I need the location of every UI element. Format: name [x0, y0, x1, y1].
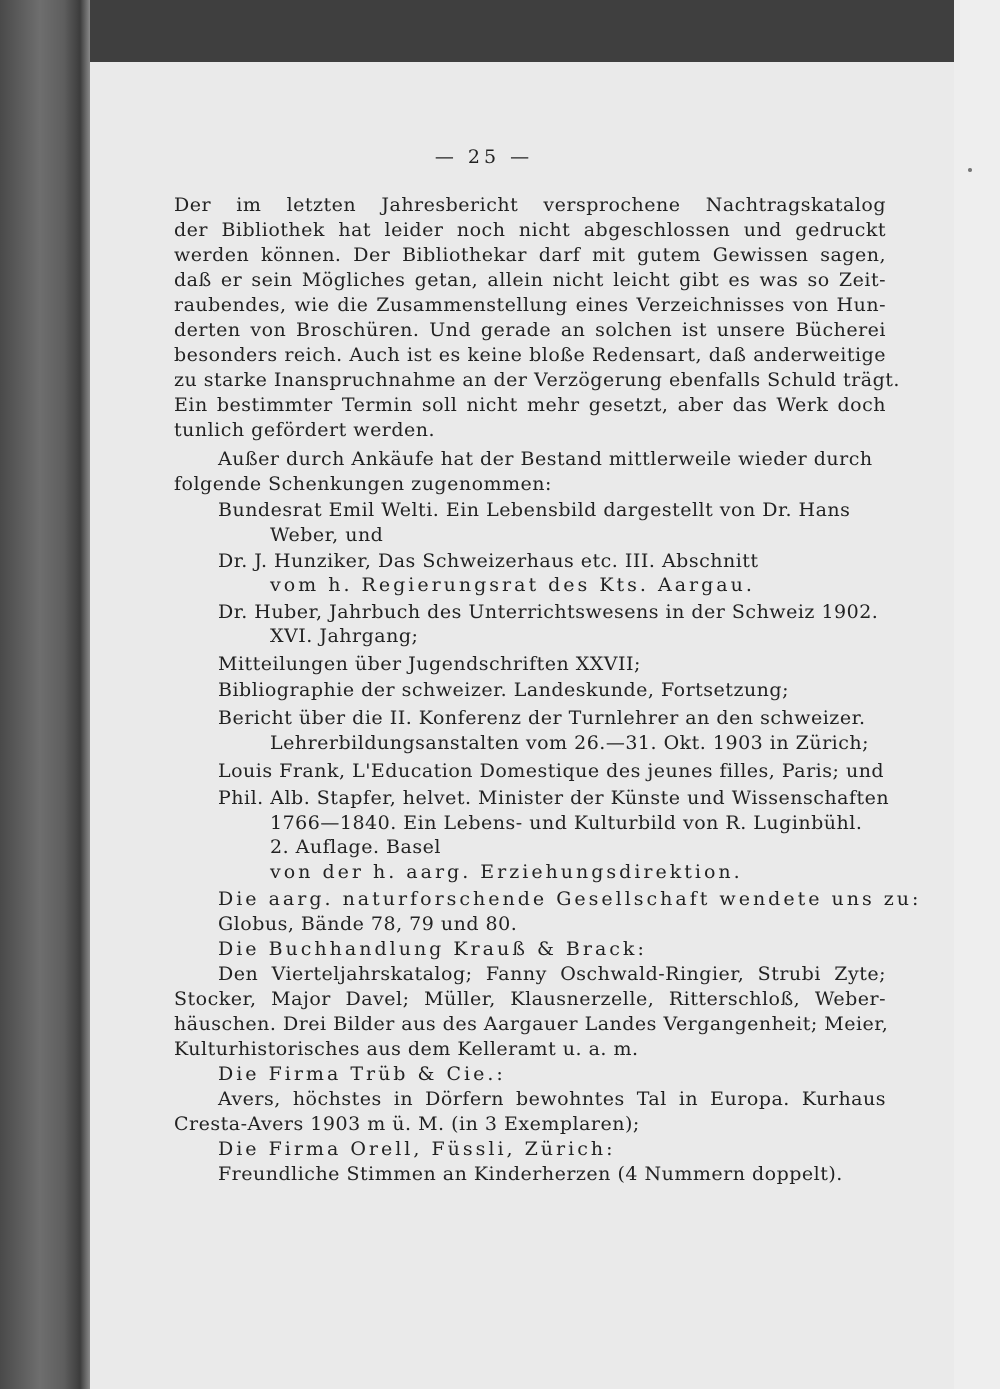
list-entry: Louis Frank, L'Education Domestique des jeunes filles, Paris; und — [218, 760, 885, 782]
text-line: Stocker, Major Davel; Müller, Klausnerzelle, Ritterschloß, Weber- — [174, 988, 886, 1010]
list-entry-continued: vom h. Regierungsrat des Kts. Aargau. — [270, 574, 755, 596]
list-entry-continued: XVI. Jahrgang; — [270, 625, 419, 647]
text-line: Kulturhistorisches aus dem Kelleramt u. a. m. — [174, 1038, 639, 1060]
book-page — [90, 62, 954, 1389]
scan-speck — [968, 168, 972, 172]
text-line: derten von Broschüren. Und gerade an solchen ist unsere Bücherei — [174, 319, 886, 341]
text-line: folgende Schenkungen zugenommen: — [174, 473, 552, 495]
list-entry-continued: von der h. aarg. Erziehungsdirektion. — [270, 861, 743, 883]
text-line: Der im letzten Jahresbericht versprochene Nachtragskatalog — [174, 194, 886, 216]
text-line: Ein bestimmter Termin soll nicht mehr gesetzt, aber das Werk doch — [174, 394, 886, 416]
list-entry: Bericht über die II. Konferenz der Turnlehrer an den schweizer. — [218, 707, 866, 729]
text-line: Außer durch Ankäufe hat der Bestand mittlerweile wieder durch — [218, 448, 873, 470]
list-entry: Bundesrat Emil Welti. Ein Lebensbild dargestellt von Dr. Hans — [218, 499, 851, 521]
list-entry-continued: Lehrerbildungsanstalten vom 26.—31. Okt. 1903 in Zürich; — [270, 732, 870, 754]
text-line: daß er sein Mögliches getan, allein nicht leicht gibt es was so Zeit- — [174, 269, 886, 291]
list-entry-continued: 1766—1840. Ein Lebens- und Kulturbild von R. Luginbühl. — [270, 812, 863, 834]
donor-heading: Die Firma Trüb & Cie.: — [218, 1063, 506, 1085]
text-line: besonders reich. Auch ist es keine bloße Redensart, daß anderweitige — [174, 344, 886, 366]
text-line: der Bibliothek hat leider noch nicht abgeschlossen und gedruckt — [174, 219, 886, 241]
donor-heading: Die Buchhandlung Krauß & Brack: — [218, 938, 647, 960]
list-entry-continued: Weber, und — [270, 524, 384, 546]
list-entry-continued: 2. Auflage. Basel — [270, 836, 441, 858]
list-entry: Dr. Huber, Jahrbuch des Unterrichtswesens in der Schweiz 1902. — [218, 601, 879, 623]
text-line: Cresta-Avers 1903 m ü. M. (in 3 Exemplaren); — [174, 1113, 640, 1135]
list-entry: Mitteilungen über Jugendschriften XXVII; — [218, 653, 641, 675]
scan-margin — [954, 0, 1000, 1389]
text-line: Freundliche Stimmen an Kinderherzen (4 Nummern doppelt). — [218, 1163, 843, 1185]
donor-heading: Die Firma Orell, Füssli, Zürich: — [218, 1138, 616, 1160]
list-entry: Globus, Bände 78, 79 und 80. — [218, 913, 518, 935]
text-line: Avers, höchstes in Dörfern bewohntes Tal in Europa. Kurhaus — [218, 1088, 886, 1110]
text-line: Den Vierteljahrskatalog; Fanny Oschwald-Ringier, Strubi Zyte; — [218, 963, 886, 985]
text-line: tunlich gefördert werden. — [174, 419, 436, 441]
page-number: — 25 — — [434, 146, 534, 168]
text-line: häuschen. Drei Bilder aus des Aargauer Landes Vergangenheit; Meier, — [174, 1013, 889, 1035]
text-line: werden können. Der Bibliothekar darf mit gutem Gewissen sagen, — [174, 244, 886, 266]
book-binding — [0, 0, 90, 1389]
list-entry: Dr. J. Hunziker, Das Schweizerhaus etc. III. Abschnitt — [218, 550, 759, 572]
text-line: zu starke Inanspruchnahme an der Verzögerung ebenfalls Schuld trägt. — [174, 369, 900, 391]
text-line: raubendes, wie die Zusammenstellung eines Verzeichnisses von Hun- — [174, 294, 886, 316]
list-entry: Bibliographie der schweizer. Landeskunde, Fortsetzung; — [218, 679, 789, 701]
list-entry: Phil. Alb. Stapfer, helvet. Minister der Künste und Wissenschaften — [218, 787, 890, 809]
donor-heading: Die aarg. naturforschende Gesellschaft wendete uns zu: — [218, 888, 922, 910]
